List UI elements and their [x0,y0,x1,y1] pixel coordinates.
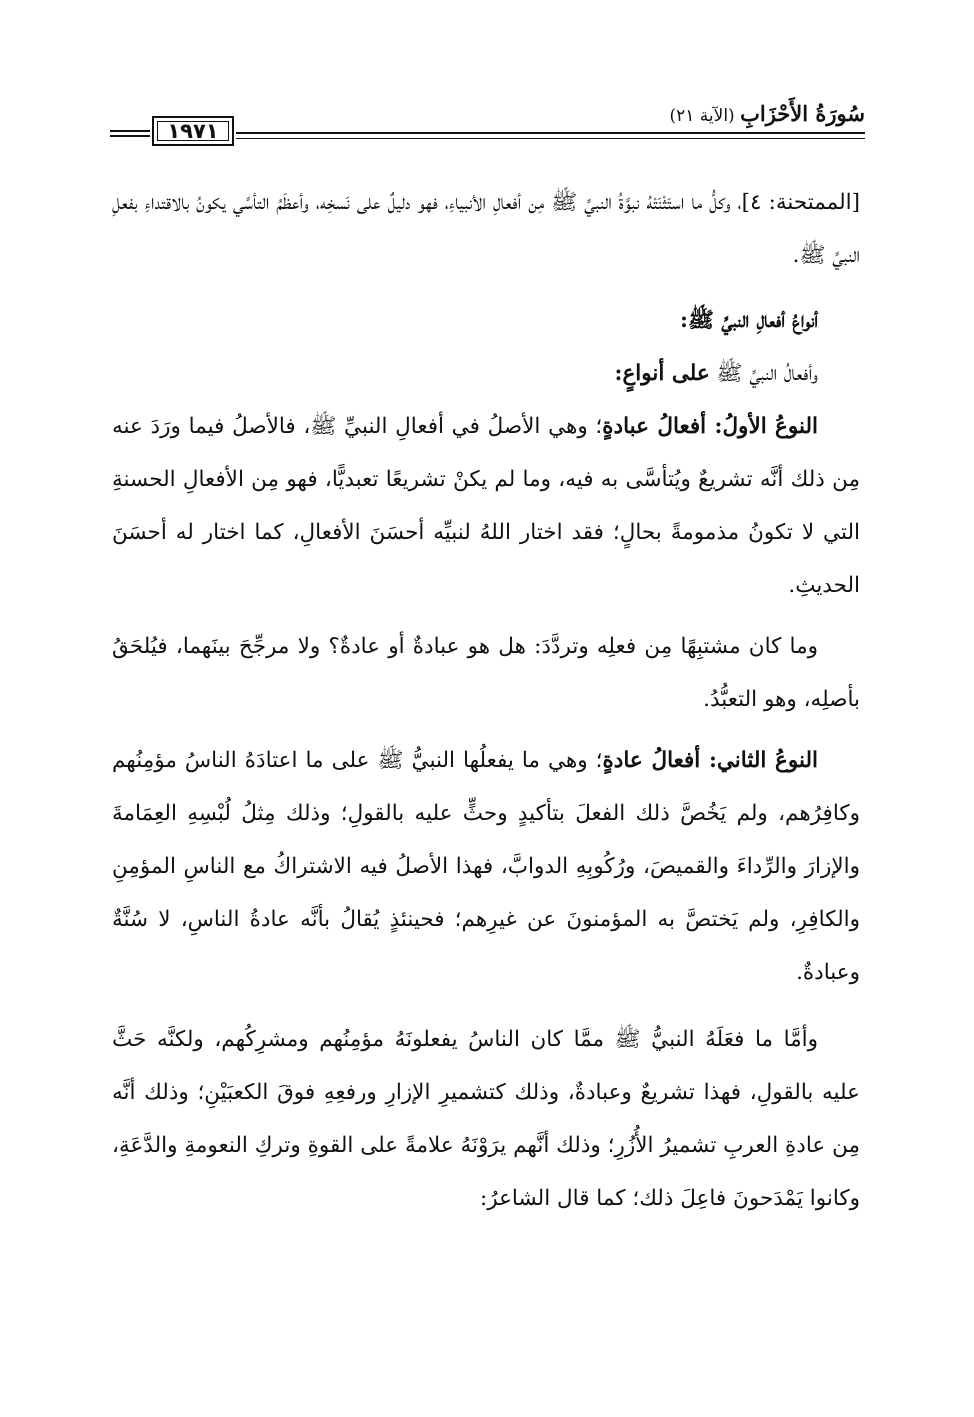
type-two-label: النوعُ الثاني: [700,748,819,773]
header-rule-right [236,132,865,139]
type-two-title: أفعالُ عادةٍ [602,748,701,773]
paragraph-1: [الممتحنة: ٤]، وكلُّ ما استَثْنَتْهُ نبوَّةُ النبيِّ ﷺ مِن أفعالِ الأنبياءِ، فهو دليلٌ على نَسخِه، وأعظَمُ التأسِّي يكونُ بالاقتداءِ بفعلِ النبيِّ ﷺ. [112,190,860,268]
paragraph-2-lead: وأفعالُ النبيِّ ﷺ [709,361,818,386]
page-number [152,116,234,146]
body-text [112,176,860,1225]
running-title [669,100,865,130]
paragraph-2-bold: على أنواعٍ: [614,361,710,386]
paragraph-3 [112,400,860,612]
header-rule-left [110,130,150,137]
section-heading: أنواعُ أفعالِ النبيِّ ﷺ: [680,308,818,333]
type-two-text: ؛ وهي ما يفعلُها النبيُّ ﷺ على ما اعتادَهُ الناسُ مؤمِنُهم وكافِرُهم، ولم يَخُصَّ ذلك الفعلَ بتأكيدٍ وحثٍّ عليه بالقولِ؛ وذلك مِثلُ لُبْسِهِ العِمَامةَ والإزارَ والرِّداءَ والقميصَ، ورُكُوبِهِ الدوابَّ، فهذا الأصلُ فيه الاشتراكُ مع الناسِ المؤمِنِ والكافِرِ، ولم يَختصَّ به المؤمنونَ عن غيرِهم؛ فحينئذٍ يُقالُ بأنَّه عادةُ الناسِ، لا سُنَّةٌ وعبادةٌ. [112,748,860,985]
paragraph-4: وما كان مشتبِهًا مِن فعلِه وتردَّدَ: هل هو عبادةٌ أو عادةٌ؟ ولا مرجِّحَ بينَهما، فيُلحَقُ بأصلِه، وهو التعبُّدُ. [112,634,860,712]
surah-title: سُورَةُ الأَحْزَابِ [740,101,865,126]
page-number-text: ١٩٧١ [167,119,219,143]
paragraph-6: وأمَّا ما فعَلَهُ النبيُّ ﷺ ممَّا كان الناسُ يفعلونَهُ مؤمِنُهم ومشرِكُهم، ولكنَّه حَثَّ عليه بالقولِ، فهذا تشريعٌ وعبادةٌ، وذلك كتشميرِ الإزارِ ورفعِهِ فوقَ الكعبَيْنِ؛ وذلك أنَّه مِن عادةِ العربِ تشميرُ الأُزُرِ؛ وذلك أنَّهم يرَوْنَهُ علامةً على القوةِ وتركِ النعومةِ والدَّعَةِ، وكانوا يَمْدَحونَ فاعِلَ ذلك؛ كما قال الشاعرُ: [112,1027,860,1211]
page-header [110,100,865,160]
type-one-label: النوعُ الأولُ: [706,414,818,439]
verse-reference: (الآية ٢١) [669,106,735,126]
paragraph-2 [112,347,860,400]
paragraph-5 [112,734,860,999]
type-one-text: ؛ وهي الأصلُ في أفعالِ النبيِّ ﷺ، فالأصلُ فيما ورَدَ عنه مِن ذلك أنَّه تشريعٌ ويُتأسَّى به فيه، وما لم يكنْ تشريعًا تعبديًّا، فهو مِن الأفعالِ الحسنةِ التي لا تكونُ مذمومةً بحالٍ؛ فقد اختار اللهُ لنبيِّه أحسَنَ الأفعالِ، كما اختار له أحسَنَ الحديثِ. [112,414,860,598]
type-one-title: أفعالُ عبادةٍ [602,414,707,439]
